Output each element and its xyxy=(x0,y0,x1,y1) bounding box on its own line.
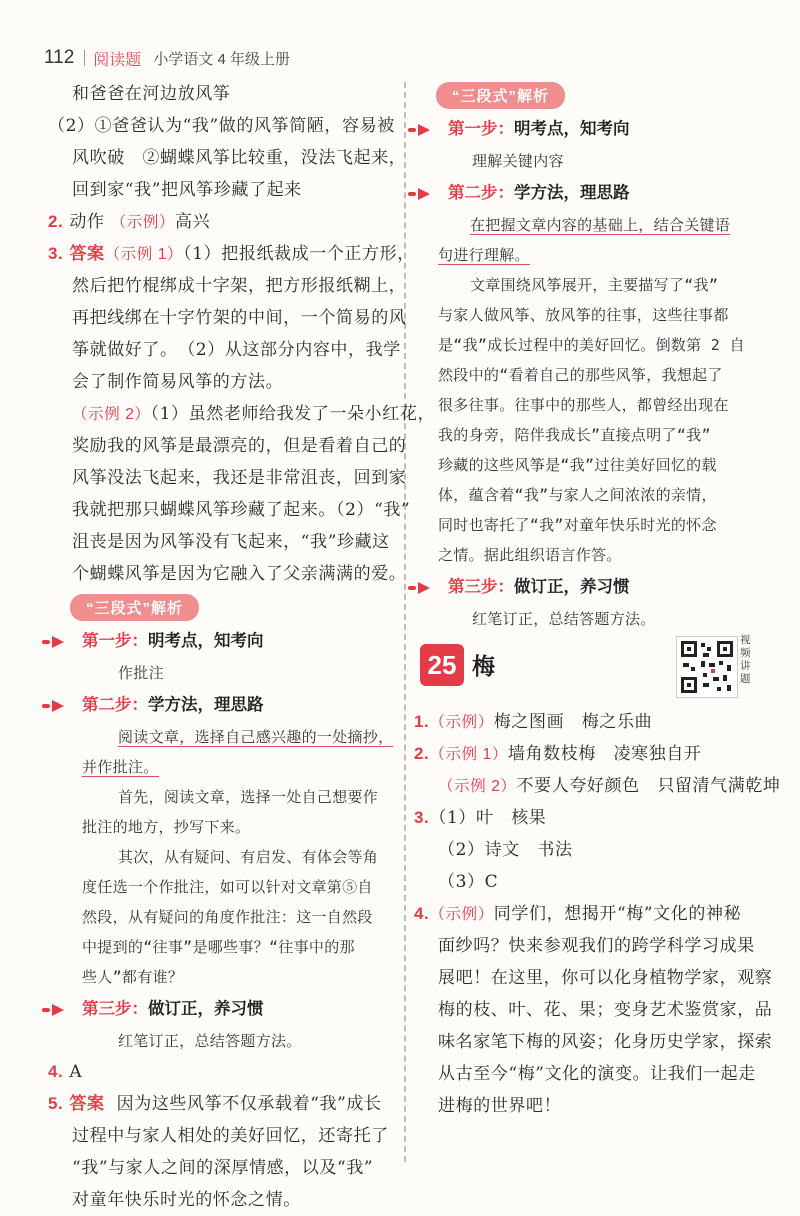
question-number: 5. xyxy=(48,1094,64,1113)
qr-code-icon[interactable] xyxy=(676,636,738,698)
text-line: 过程中与家人相处的美好回忆，还寄托了 xyxy=(72,1126,389,1146)
text-line: 首先，阅读文章，选择一处自己想要作 xyxy=(118,788,379,806)
lesson-answer-2 xyxy=(414,738,754,770)
answer-text: （1）虽然老师给我发了一朵小红花， xyxy=(150,404,436,424)
lesson-header xyxy=(414,634,754,698)
lesson-answer-2b xyxy=(414,770,781,802)
step-title: 明考点，知考向 xyxy=(514,120,630,138)
page-number: 112 xyxy=(44,47,75,68)
question-number: 3. xyxy=(48,244,64,263)
step-note: 红笔订正，总结答题方法。 xyxy=(118,1032,302,1050)
step-label: 第一步： xyxy=(82,632,148,650)
answer-5 xyxy=(48,1088,394,1120)
text-line: 我就把那只蝴蝶风筝珍藏了起来。（2）“我” xyxy=(72,500,411,520)
step-title: 学方法，理思路 xyxy=(148,696,264,714)
qr-caption: 视频讲题 xyxy=(740,634,751,685)
analysis-tag-wrap xyxy=(414,78,754,112)
text-line: 再把线绑在十字竹架的中间，一个简易的风 xyxy=(72,308,407,328)
answer-text: 不要人夸好颜色 只留清气满乾坤 xyxy=(516,776,781,796)
right-column xyxy=(414,78,781,1122)
step-1 xyxy=(48,624,394,658)
example-label: （示例） xyxy=(110,214,176,231)
analysis-tag-wrap xyxy=(48,590,394,624)
answer-text: 同学们，想揭开“梅”文化的神秘 xyxy=(493,904,742,924)
text-line: 对童年快乐时光的怀念之情。 xyxy=(72,1190,301,1210)
method-text: 句进行理解。 xyxy=(438,246,530,264)
answer-label: 答案 xyxy=(69,1094,105,1113)
text-line: （3）C xyxy=(438,872,499,892)
step-title: 做订正，养习惯 xyxy=(148,1000,264,1018)
step-label: 第二步： xyxy=(82,696,148,714)
text-line: 从古至今“梅”文化的演变。让我们一起走 xyxy=(438,1064,756,1084)
text-line: 回到家“我”把风筝珍藏了起来 xyxy=(72,180,302,200)
text-line: 味名家笔下梅的风姿；化身历史学家，探索 xyxy=(438,1032,773,1052)
text-line: 其次，从有疑问、有启发、有体会等角 xyxy=(118,848,379,866)
text-line: “我”与家人之间的深厚情感，以及“我” xyxy=(72,1158,374,1178)
step-1 xyxy=(414,112,754,146)
question-number: 4. xyxy=(414,904,430,923)
step-label: 第一步： xyxy=(448,120,514,138)
example-label: （示例 2） xyxy=(72,406,151,423)
step-note: 红笔订正，总结答题方法。 xyxy=(472,610,656,628)
step-2 xyxy=(414,176,754,210)
arrow-icon xyxy=(418,124,430,136)
step-title: 明考点，知考向 xyxy=(148,632,264,650)
question-number: 3. xyxy=(414,808,430,827)
answer-label: 答案 xyxy=(69,244,105,263)
answer-2 xyxy=(48,206,394,238)
question-number: 2. xyxy=(48,212,64,231)
text-line: 沮丧是因为风筝没有飞起来，“我”珍藏这 xyxy=(72,532,390,552)
answer-text: 动作 xyxy=(69,212,105,232)
method-text: 并作批注。 xyxy=(82,758,159,776)
text-line: 体，蕴含着“我”与家人之间浓浓的亲情， xyxy=(438,486,717,504)
text-line: 奖励我的风筝是最漂亮的，但是看着自己的 xyxy=(72,436,407,456)
text-line: 进梅的世界吧！ xyxy=(438,1096,562,1116)
step-label: 第二步： xyxy=(448,184,514,202)
step-label: 第三步： xyxy=(82,1000,148,1018)
question-number: 1. xyxy=(414,712,430,731)
text-line: 文章围绕风筝展开，主要描写了“我” xyxy=(470,276,719,294)
step-3 xyxy=(414,570,754,604)
answer-text: 墙角数枝梅 凌寒独自开 xyxy=(507,744,702,764)
method-line xyxy=(414,240,754,270)
answer-text: A xyxy=(69,1062,83,1082)
text-line: 然后把竹棍绑成十字架，把方形报纸糊上， xyxy=(72,276,407,296)
text-line: 梅的枝、叶、花、果；变身艺术鉴赏家，品 xyxy=(438,1000,773,1020)
text-line: 然段中的“看着自己的那些风筝，我想起了 xyxy=(438,366,723,384)
lesson-title: 梅 xyxy=(472,653,495,679)
step-label: 第三步： xyxy=(448,578,514,596)
text-line: 我的身旁，陪伴我成长”直接点明了“我” xyxy=(438,426,711,444)
answer-text: （1）把报纸裁成一个正方形， xyxy=(183,244,415,264)
text-line: （2）诗文 书法 xyxy=(438,840,573,860)
text-line: 面纱吗？快来参观我们的跨学科学习成果 xyxy=(438,936,755,956)
step-note: 作批注 xyxy=(118,664,164,682)
method-line xyxy=(48,752,394,782)
example-label: （示例） xyxy=(429,906,494,923)
text-line: 度任选一个作批注，如可以针对文章第⑤自 xyxy=(82,878,373,896)
answer-3 xyxy=(48,238,415,270)
method-line xyxy=(414,210,754,240)
lesson-answer-4 xyxy=(414,898,754,930)
answer-text: 高兴 xyxy=(175,212,211,232)
lesson-answer-3 xyxy=(414,802,754,834)
step-title: 学方法，理思路 xyxy=(514,184,630,202)
example-label: （示例 1） xyxy=(104,246,184,263)
text-line: 批注的地方，抄写下来。 xyxy=(82,818,251,836)
book-title: 小学语文 4 年级上册 xyxy=(153,50,290,68)
arrow-icon xyxy=(52,700,64,712)
answer-text: （1）叶 核果 xyxy=(429,808,547,828)
text-line: 同时也寄托了“我”对童年快乐时光的怀念 xyxy=(438,516,717,534)
arrow-icon xyxy=(418,188,430,200)
text-line: 中提到的“往事”是哪些事？“往事中的那 xyxy=(82,938,355,956)
example-2-line xyxy=(48,398,436,430)
text-line: 会了制作简易风筝的方法。 xyxy=(72,372,284,392)
text-line: 些人”都有谁？ xyxy=(82,968,184,986)
text-line: 很多往事。往事中的那些人，都曾经出现在 xyxy=(438,396,729,414)
text-line: 是“我”成长过程中的美好回忆。倒数第 2 自 xyxy=(438,336,745,354)
left-column xyxy=(48,78,436,1216)
example-label: （示例） xyxy=(429,714,494,731)
answer-text: 因为这些风筝不仅承载着“我”成长 xyxy=(116,1094,382,1114)
text-line: 然段，从有疑问的角度作批注：这一自然段 xyxy=(82,908,373,926)
method-text: 在把握文章内容的基础上，结合关键语 xyxy=(470,216,731,234)
text-line: （2）①爸爸认为“我”做的风筝简陋，容易被 xyxy=(48,116,395,136)
text-line: 与家人做风筝、放风筝的往事，这些往事都 xyxy=(438,306,729,324)
analysis-tag: “三段式”解析 xyxy=(70,594,199,621)
qr-code-graphic xyxy=(677,637,737,697)
answer-4 xyxy=(48,1056,394,1088)
text-line: 风吹破 ②蝴蝶风筝比较重，没法飞起来， xyxy=(72,148,407,168)
step-title: 做订正，养习惯 xyxy=(514,578,630,596)
step-note: 理解关键内容 xyxy=(472,152,564,170)
header-divider xyxy=(84,50,85,66)
page-header xyxy=(44,44,290,72)
text-line: 个蝴蝶风筝是因为它融入了父亲满满的爱。 xyxy=(72,564,407,584)
arrow-icon xyxy=(52,636,64,648)
text-line: 和爸爸在河边放风筝 xyxy=(72,84,231,104)
arrow-icon xyxy=(418,582,430,594)
example-label: （示例 2） xyxy=(438,778,517,795)
step-2 xyxy=(48,688,394,722)
text-line: 风筝没法飞起来，我还是非常沮丧，回到家 xyxy=(72,468,407,488)
question-number: 2. xyxy=(414,744,430,763)
question-number: 4. xyxy=(48,1062,64,1081)
text-line: 展吧！在这里，你可以化身植物学家，观察 xyxy=(438,968,773,988)
example-label: （示例 1） xyxy=(429,746,508,763)
method-line xyxy=(48,722,394,752)
lesson-answer-1 xyxy=(414,706,754,738)
arrow-icon xyxy=(52,1004,64,1016)
text-line: 筝就做好了。 （2）从这部分内容中，我学 xyxy=(72,340,401,360)
text-line: 珍藏的这些风筝是“我”过往美好回忆的载 xyxy=(438,456,717,474)
analysis-tag: “三段式”解析 xyxy=(436,82,565,109)
lesson-number: 25 xyxy=(420,644,464,686)
step-3 xyxy=(48,992,394,1026)
text-line: 之情。据此组织语言作答。 xyxy=(438,546,622,564)
method-text: 阅读文章，选择自己感兴趣的一处摘抄， xyxy=(118,728,394,746)
series-title: 阅读题 xyxy=(93,51,142,69)
answer-text: 梅之图画 梅之乐曲 xyxy=(493,712,653,732)
